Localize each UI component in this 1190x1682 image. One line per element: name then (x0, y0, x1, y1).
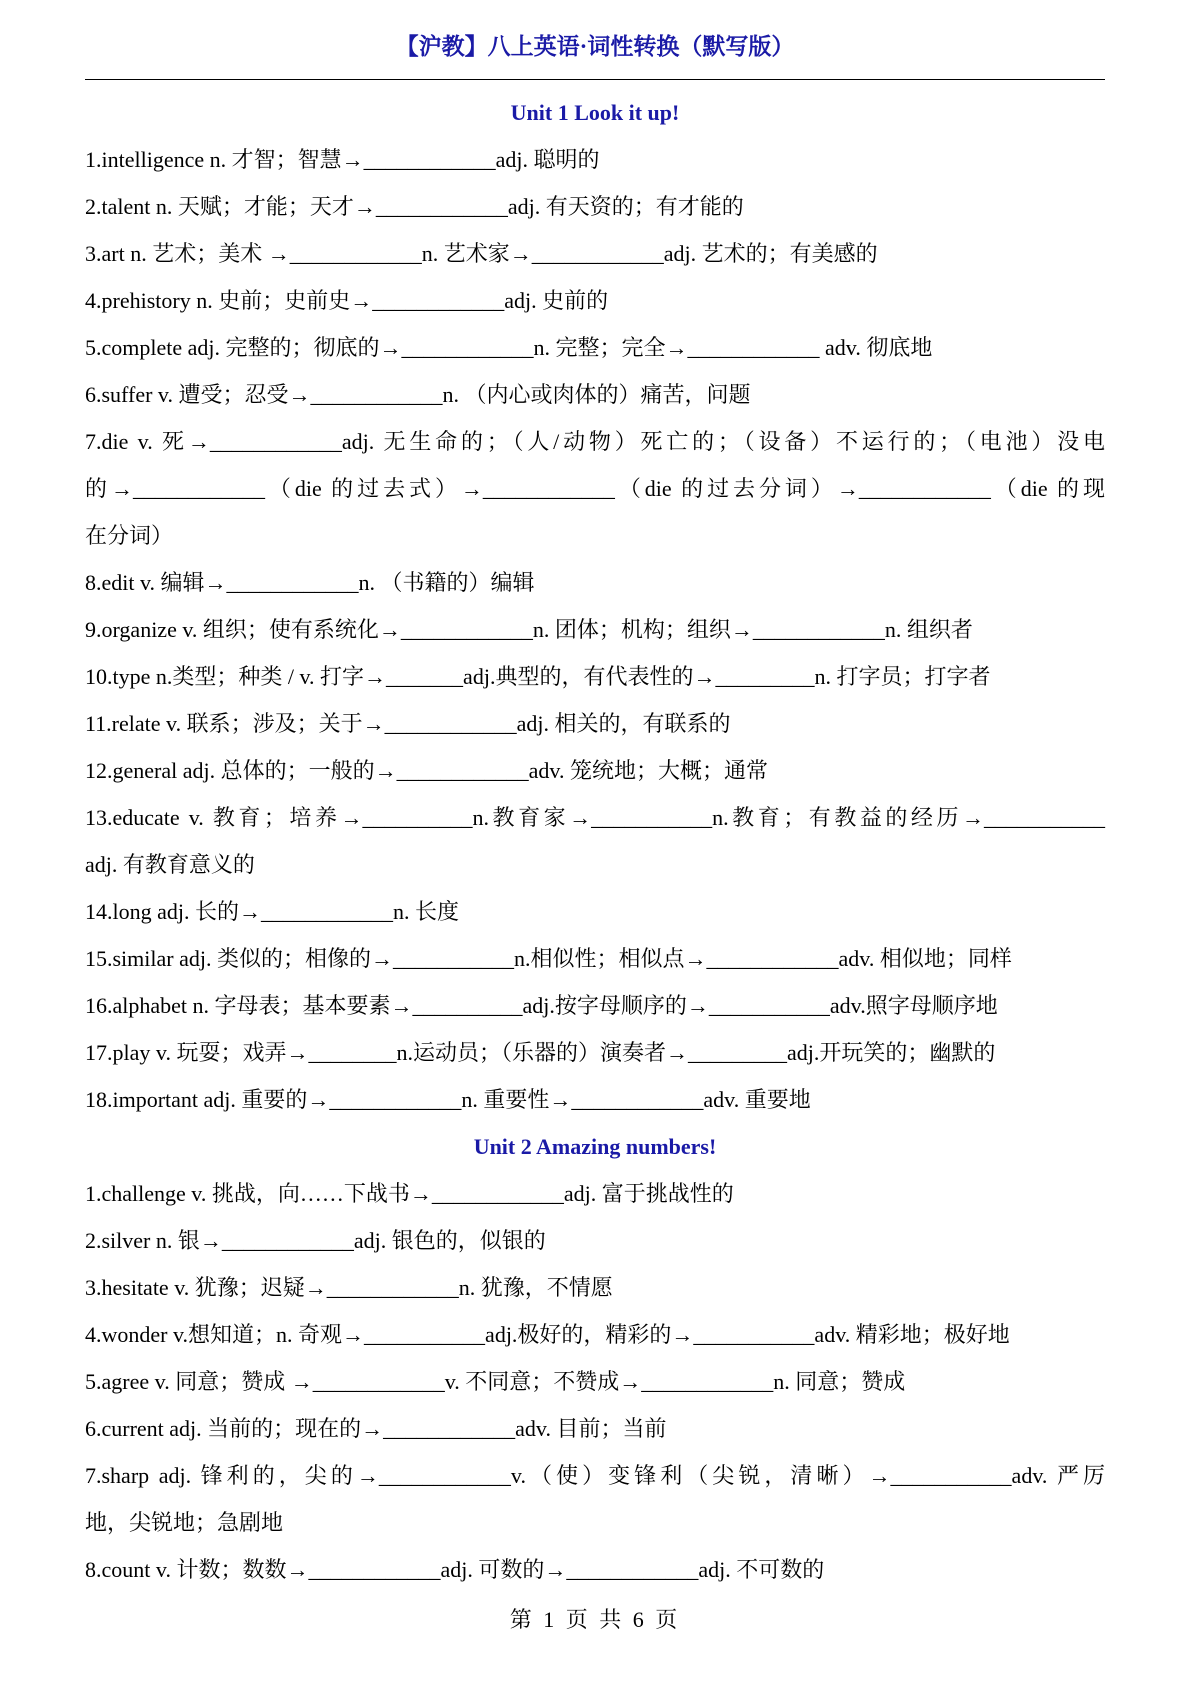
exercise-line: 2.talent n. 天赋；才能；天才→____________adj. 有天资的；有才能的 (85, 194, 744, 219)
exercise-line: 11.relate v. 联系；涉及；关于→____________adj. 相关的，有联系的 (85, 711, 731, 736)
exercise-line: 2.silver n. 银→____________adj. 银色的，似银的 (85, 1228, 546, 1253)
unit-1-title: Unit 1 Look it up! (510, 100, 680, 125)
page-header-title: 【沪教】八上英语·词性转换（默写版） (395, 34, 795, 59)
exercise-line: 12.general adj. 总体的；一般的→____________adv. 笼统地；大概；通常 (85, 758, 768, 783)
exercise-line: 3.art n. 艺术；美术 →____________n. 艺术家→____________adj. 艺术的；有美感的 (85, 241, 878, 266)
exercise-line: 1.intelligence n. 才智；智慧→____________adj. 聪明的 (85, 147, 600, 172)
exercise-line: 16.alphabet n. 字母表；基本要素→__________adj.按字母顺序的→___________adv.照字母顺序地 (85, 993, 998, 1018)
exercise-line-continued: 的→____________（die 的过去式）→____________（die 的过去分词）→____________（die 的现 (85, 476, 1105, 501)
exercise-line: 17.play v. 玩耍；戏弄→________n.运动员；（乐器的）演奏者→_________adj.开玩笑的；幽默的 (85, 1040, 996, 1065)
exercise-line: 5.agree v. 同意；赞成 →____________v. 不同意；不赞成→____________n. 同意；赞成 (85, 1369, 906, 1394)
header-divider (85, 79, 1105, 80)
exercise-line-continued: adj. 有教育意义的 (85, 852, 255, 877)
exercise-line: 6.suffer v. 遭受；忍受→____________n. （内心或肉体的）痛苦，问题 (85, 382, 751, 407)
exercise-line: 10.type n.类型；种类 / v. 打字→_______adj.典型的，有代表性的→_________n. 打字员；打字者 (85, 664, 991, 689)
exercise-line: 8.count v. 计数；数数→____________adj. 可数的→____________adj. 不可数的 (85, 1557, 825, 1582)
exercise-line: 8.edit v. 编辑→____________n. （书籍的）编辑 (85, 570, 535, 595)
exercise-line: 1.challenge v. 挑战，向……下战书→____________adj. 富于挑战性的 (85, 1181, 734, 1206)
exercise-line-continued: 地，尖锐地；急剧地 (85, 1510, 284, 1535)
exercise-line: 7.sharp adj. 锋利的，尖的→____________v.（使）变锋利（尖锐，清晰）→___________adv. 严厉 (85, 1463, 1105, 1488)
exercise-line: 6.current adj. 当前的；现在的→____________adv. 目前；当前 (85, 1416, 667, 1441)
exercise-line: 15.similar adj. 类似的；相像的→___________n.相似性；相似点→____________adv. 相似地；同样 (85, 946, 1012, 971)
exercise-line: 4.prehistory n. 史前；史前史→____________adj. 史前的 (85, 288, 609, 313)
exercise-line: 18.important adj. 重要的→____________n. 重要性→____________adv. 重要地 (85, 1087, 811, 1112)
exercise-line: 5.complete adj. 完整的；彻底的→____________n. 完整；完全→____________ adv. 彻底地 (85, 335, 933, 360)
worksheet-content (85, 89, 1105, 1593)
exercise-line-continued: 在分词） (85, 523, 174, 548)
unit-2-title: Unit 2 Amazing numbers! (473, 1134, 717, 1159)
exercise-line: 14.long adj. 长的→____________n. 长度 (85, 899, 459, 924)
exercise-line: 9.organize v. 组织；使有系统化→____________n. 团体；机构；组织→____________n. 组织者 (85, 617, 973, 642)
exercise-line: 7.die v. 死→____________adj. 无生命的；（人/动物）死亡的；（设备）不运行的；（电池）没电 (85, 429, 1105, 454)
page-number-footer: 第 1 页 共 6 页 (509, 1607, 681, 1632)
exercise-line: 4.wonder v.想知道；n. 奇观→___________adj.极好的，精彩的→___________adv. 精彩地；极好地 (85, 1322, 1010, 1347)
exercise-line: 3.hesitate v. 犹豫；迟疑→____________n. 犹豫，不情愿 (85, 1275, 613, 1300)
exercise-line: 13.educate v. 教育；培养→__________n.教育家→___________n.教育；有教益的经历→___________ (85, 805, 1105, 830)
